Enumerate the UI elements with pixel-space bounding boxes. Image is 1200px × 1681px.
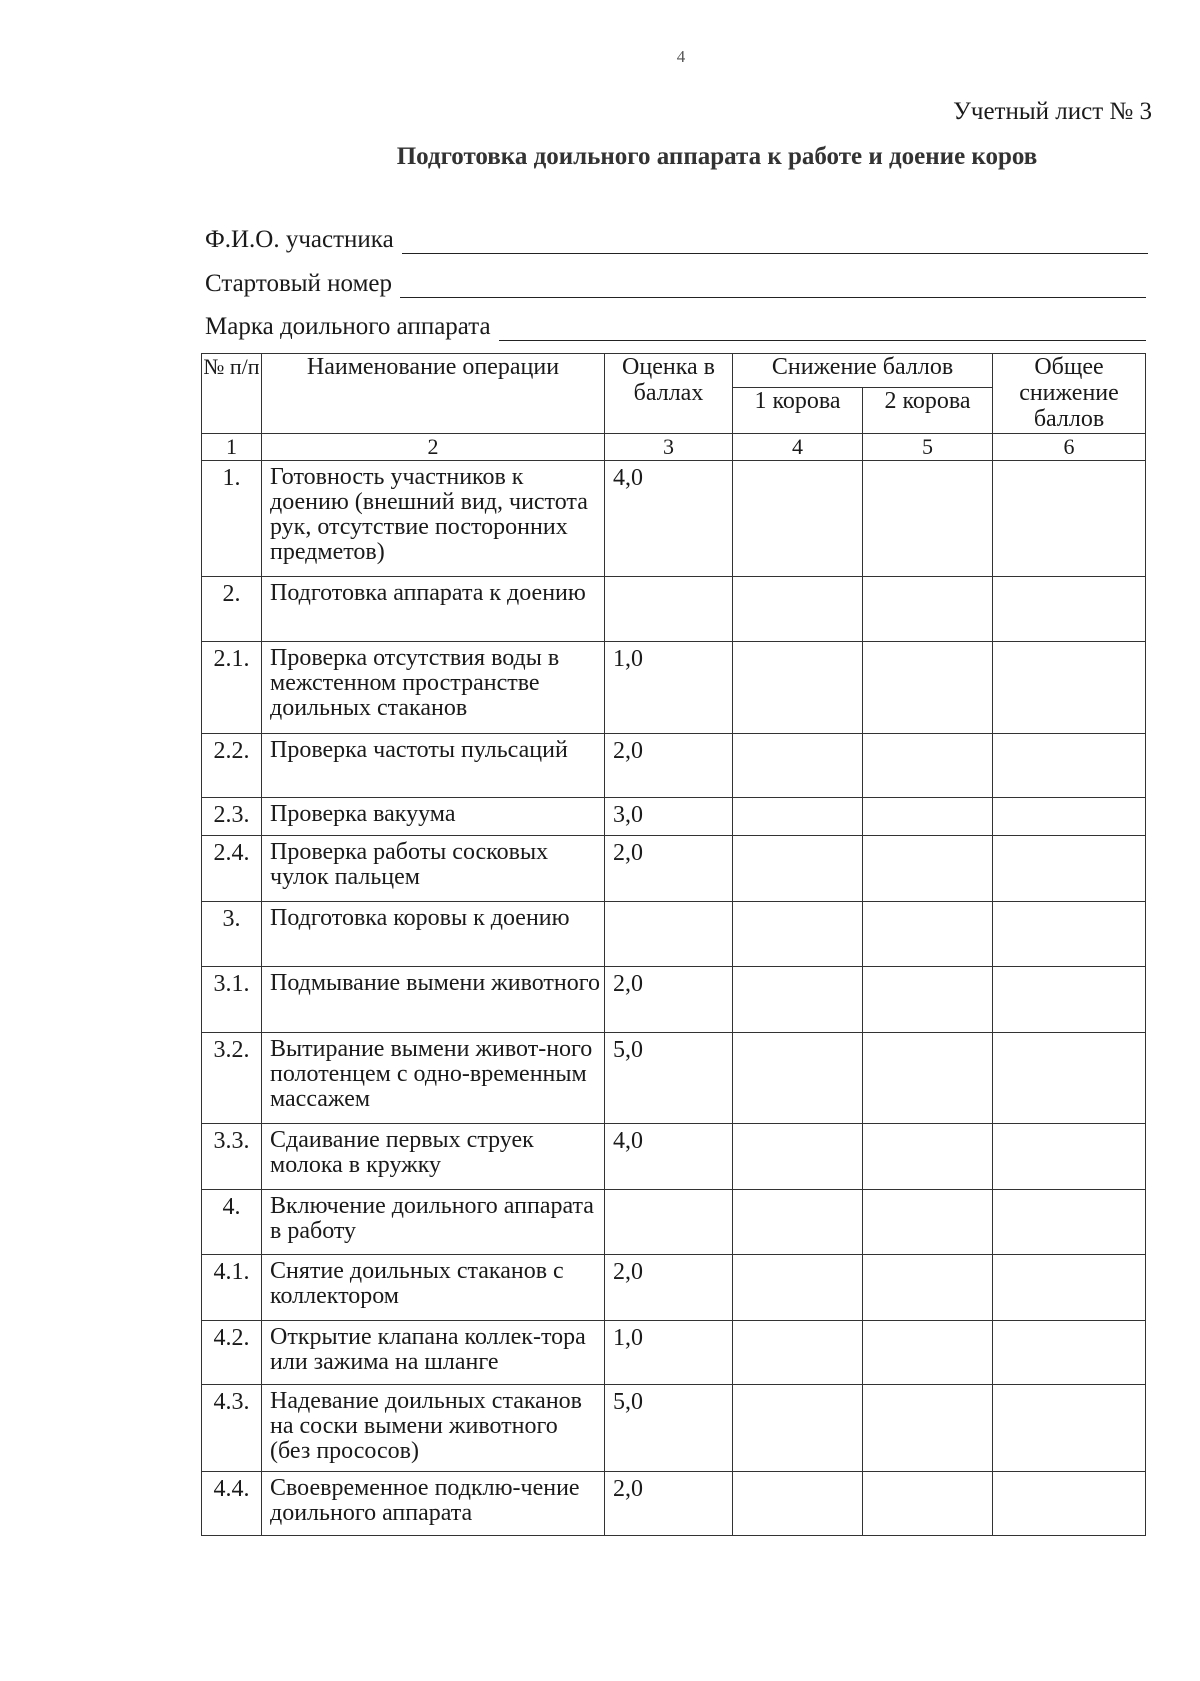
- row-operation: Подмывание вымени животного: [262, 967, 605, 1033]
- fio-field[interactable]: [205, 222, 1148, 254]
- header-cow2: 2 корова: [863, 388, 993, 434]
- table-row: [202, 798, 1146, 836]
- row-num: 4.2.: [202, 1321, 262, 1385]
- table-row: [202, 1190, 1146, 1255]
- row-score: 2,0: [605, 1472, 733, 1536]
- total-cell[interactable]: [993, 577, 1146, 642]
- row-operation: Надевание доильных стаканов на соски вымени животного (без прососов): [262, 1385, 605, 1472]
- row-operation: Включение доильного аппарата в работу: [262, 1190, 605, 1255]
- start-number-field[interactable]: [205, 266, 1146, 298]
- row-num: 2.4.: [202, 836, 262, 902]
- row-score: [605, 902, 733, 967]
- cow1-cell[interactable]: [733, 1472, 863, 1536]
- row-operation: Открытие клапана коллек-тора или зажима на шланге: [262, 1321, 605, 1385]
- page-number: 4: [676, 47, 686, 66]
- row-num: 4.: [202, 1190, 262, 1255]
- cow2-cell[interactable]: [863, 734, 993, 798]
- cow1-cell[interactable]: [733, 798, 863, 836]
- row-operation: Своевременное подклю-чение доильного аппарата: [262, 1472, 605, 1536]
- row-operation: Готовность участников к доению (внешний вид, чистота рук, отсутствие посторонних предметов): [262, 461, 605, 577]
- cow1-cell[interactable]: [733, 734, 863, 798]
- row-operation: Снятие доильных стаканов с коллектором: [262, 1255, 605, 1321]
- table-row: [202, 577, 1146, 642]
- total-cell[interactable]: [993, 1190, 1146, 1255]
- header-cow1: 1 корова: [733, 388, 863, 434]
- table-row: [202, 1321, 1146, 1385]
- row-operation: Проверка работы сосковых чулок пальцем: [262, 836, 605, 902]
- row-num: 2.2.: [202, 734, 262, 798]
- row-operation: Сдаивание первых струек молока в кружку: [262, 1124, 605, 1190]
- table-row: [202, 734, 1146, 798]
- cow2-cell[interactable]: [863, 577, 993, 642]
- row-score: [605, 577, 733, 642]
- column-index: 4: [733, 434, 863, 461]
- cow2-cell[interactable]: [863, 461, 993, 577]
- table-row: [202, 1124, 1146, 1190]
- total-cell[interactable]: [993, 836, 1146, 902]
- cow1-cell[interactable]: [733, 1033, 863, 1124]
- row-score: 2,0: [605, 1255, 733, 1321]
- row-score: 1,0: [605, 642, 733, 734]
- row-num: 2.3.: [202, 798, 262, 836]
- table-row: [202, 461, 1146, 577]
- cow1-cell[interactable]: [733, 1190, 863, 1255]
- total-cell[interactable]: [993, 1124, 1146, 1190]
- machine-brand-label: Марка доильного аппарата: [205, 313, 491, 340]
- row-operation: Проверка отсутствия воды в межстенном пространстве доильных стаканов: [262, 642, 605, 734]
- row-score: 1,0: [605, 1321, 733, 1385]
- row-num: 3.: [202, 902, 262, 967]
- cow2-cell[interactable]: [863, 836, 993, 902]
- header-operation: Наименование операции: [262, 354, 605, 434]
- table-row: [202, 836, 1146, 902]
- fio-blank[interactable]: [402, 231, 1148, 254]
- row-num: 4.3.: [202, 1385, 262, 1472]
- cow2-cell[interactable]: [863, 642, 993, 734]
- row-score: 5,0: [605, 1033, 733, 1124]
- row-score: 3,0: [605, 798, 733, 836]
- row-num: 4.1.: [202, 1255, 262, 1321]
- total-cell[interactable]: [993, 902, 1146, 967]
- column-index: 6: [993, 434, 1146, 461]
- row-score: [605, 1190, 733, 1255]
- header-num: № п/п: [202, 354, 262, 434]
- total-cell[interactable]: [993, 1321, 1146, 1385]
- row-score: 4,0: [605, 461, 733, 577]
- header-score: Оценка в баллах: [605, 354, 733, 434]
- cow1-cell[interactable]: [733, 836, 863, 902]
- row-operation: Подготовка аппарата к доению: [262, 577, 605, 642]
- cow1-cell[interactable]: [733, 967, 863, 1033]
- cow1-cell[interactable]: [733, 1124, 863, 1190]
- total-cell[interactable]: [993, 967, 1146, 1033]
- column-index: 1: [202, 434, 262, 461]
- column-index-row: [202, 434, 1146, 461]
- row-num: 3.2.: [202, 1033, 262, 1124]
- table-row: [202, 1385, 1146, 1472]
- row-score: 2,0: [605, 734, 733, 798]
- row-score: 2,0: [605, 836, 733, 902]
- table-row: [202, 642, 1146, 734]
- machine-brand-blank[interactable]: [499, 318, 1146, 341]
- cow2-cell[interactable]: [863, 1321, 993, 1385]
- row-score: 4,0: [605, 1124, 733, 1190]
- cow1-cell[interactable]: [733, 1255, 863, 1321]
- row-operation: Проверка частоты пульсаций: [262, 734, 605, 798]
- total-cell[interactable]: [993, 734, 1146, 798]
- fio-label: Ф.И.О. участника: [205, 226, 394, 253]
- row-operation: Вытирание вымени живот-ного полотенцем с одно-временным массажем: [262, 1033, 605, 1124]
- cow2-cell[interactable]: [863, 1255, 993, 1321]
- row-operation: Проверка вакуума: [262, 798, 605, 836]
- table-row: [202, 1033, 1146, 1124]
- total-cell[interactable]: [993, 642, 1146, 734]
- score-table: [201, 353, 1146, 1536]
- row-num: 1.: [202, 461, 262, 577]
- row-num: 3.3.: [202, 1124, 262, 1190]
- start-number-blank[interactable]: [400, 275, 1146, 298]
- row-score: 2,0: [605, 967, 733, 1033]
- cow2-cell[interactable]: [863, 1033, 993, 1124]
- cow2-cell[interactable]: [863, 1124, 993, 1190]
- column-index: 5: [863, 434, 993, 461]
- cow2-cell[interactable]: [863, 1385, 993, 1472]
- cow1-cell[interactable]: [733, 1321, 863, 1385]
- table-row: [202, 1255, 1146, 1321]
- row-num: 3.1.: [202, 967, 262, 1033]
- cow1-cell[interactable]: [733, 577, 863, 642]
- document-title: Подготовка доильного аппарата к работе и доение коров: [396, 143, 1038, 170]
- column-index: 3: [605, 434, 733, 461]
- header-reduction: Снижение баллов: [733, 354, 993, 388]
- table-row: [202, 1472, 1146, 1536]
- cow2-cell[interactable]: [863, 902, 993, 967]
- machine-brand-field[interactable]: [205, 309, 1146, 341]
- row-num: 2.1.: [202, 642, 262, 734]
- row-num: 2.: [202, 577, 262, 642]
- total-cell[interactable]: [993, 1033, 1146, 1124]
- total-cell[interactable]: [993, 1472, 1146, 1536]
- cow1-cell[interactable]: [733, 461, 863, 577]
- cow2-cell[interactable]: [863, 1190, 993, 1255]
- sheet-label: Учетный лист № 3: [953, 98, 1152, 125]
- cow1-cell[interactable]: [733, 1385, 863, 1472]
- row-operation: Подготовка коровы к доению: [262, 902, 605, 967]
- cow1-cell[interactable]: [733, 902, 863, 967]
- cow2-cell[interactable]: [863, 1472, 993, 1536]
- table-row: [202, 967, 1146, 1033]
- total-cell[interactable]: [993, 1385, 1146, 1472]
- header-total: Общее снижение баллов: [993, 354, 1146, 434]
- total-cell[interactable]: [993, 1255, 1146, 1321]
- column-index: 2: [262, 434, 605, 461]
- cow1-cell[interactable]: [733, 642, 863, 734]
- cow2-cell[interactable]: [863, 798, 993, 836]
- start-number-label: Стартовый номер: [205, 270, 392, 297]
- total-cell[interactable]: [993, 798, 1146, 836]
- cow2-cell[interactable]: [863, 967, 993, 1033]
- row-num: 4.4.: [202, 1472, 262, 1536]
- total-cell[interactable]: [993, 461, 1146, 577]
- table-row: [202, 902, 1146, 967]
- row-score: 5,0: [605, 1385, 733, 1472]
